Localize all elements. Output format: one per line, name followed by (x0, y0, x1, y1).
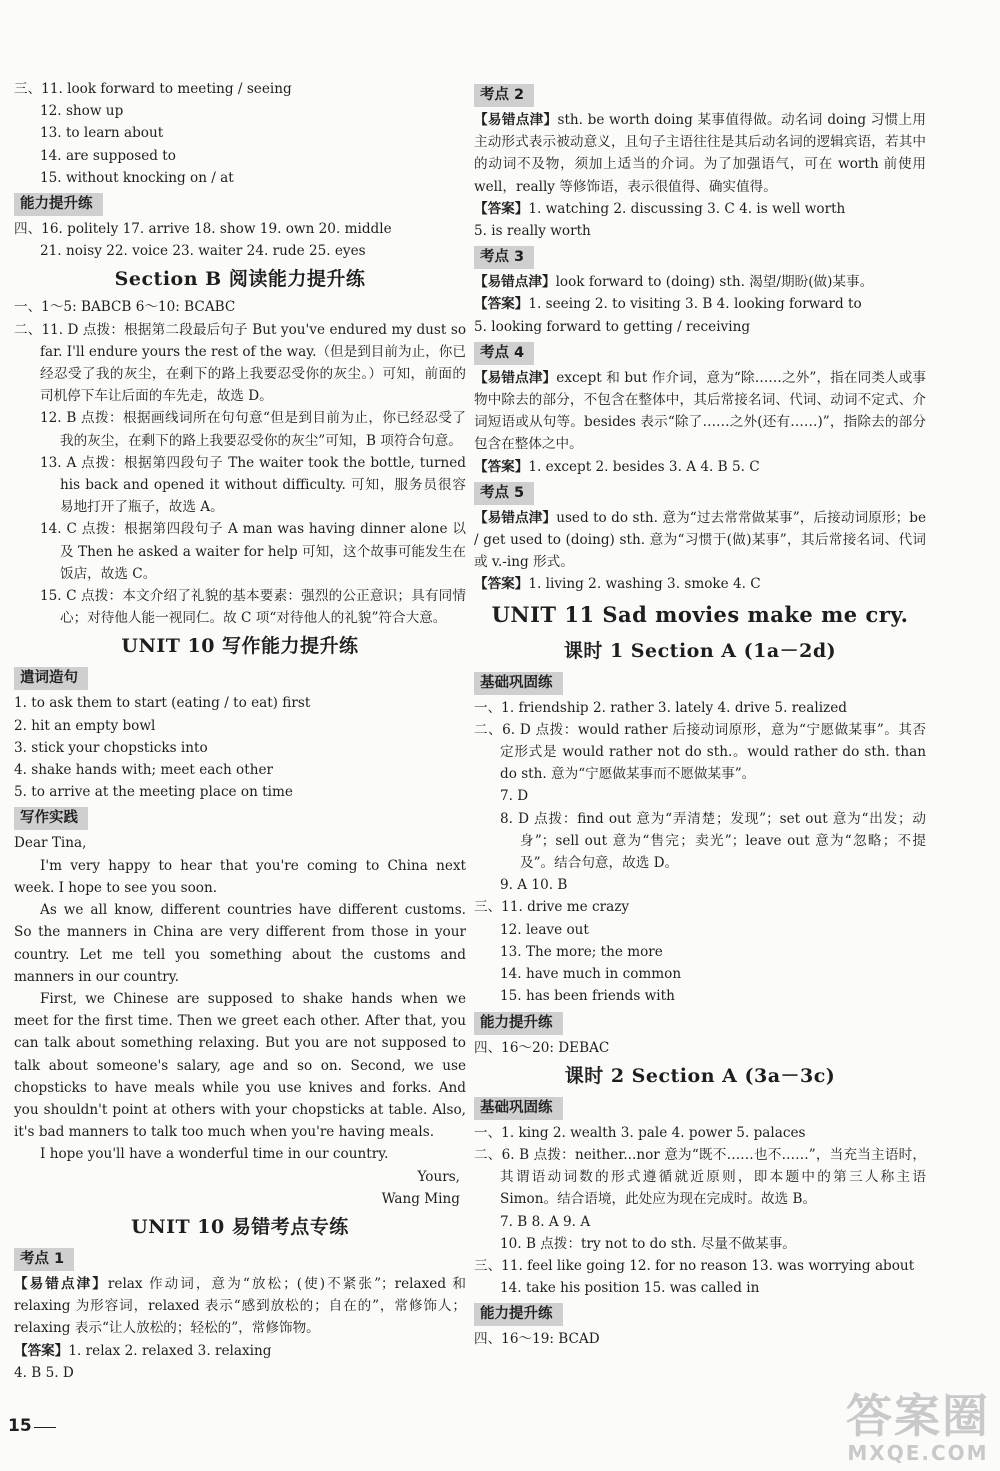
answer-line: 3. stick your chopsticks into (14, 739, 208, 756)
letter-paragraph: As we all know, different countries have different customs. So the manners in China are very different from those in your country. Let me tell you something about the customs and manners in our country. (14, 902, 466, 985)
note-paragraph (474, 507, 926, 574)
answer-line: 9. A 10. B (500, 877, 568, 894)
right-column (474, 78, 926, 1351)
answer-text: 1. watching 2. discussing 3. C 4. is well worth (528, 200, 846, 217)
answer-line: 三、11. drive me crazy (474, 899, 630, 916)
watermark-url: MXQE.COM (847, 1441, 989, 1465)
answer-line: 5. looking forward to getting / receiving (474, 318, 751, 335)
unit-heading: UNIT 10 写作能力提升练 (121, 635, 359, 658)
lesson-heading: 课时 1 Section A (1a－2d) (563, 639, 837, 662)
answer-line: 四、16. politely 17. arrive 18. show 19. own 20. middle (14, 221, 392, 238)
answer-text: 1. except 2. besides 3. A 4. B 5. C (528, 458, 760, 475)
letter-paragraph: I'm very happy to hear that you're coming to China next week. I hope to see you soon. (14, 857, 466, 896)
answer-label: 【答案】 (474, 200, 529, 217)
answer-text: 1. relax 2. relaxed 3. relaxing (68, 1342, 272, 1359)
section-tag-ability: 能力提升练 (14, 193, 103, 216)
explanation: 二、6. D 点拨：would rather 后接动词原形，意为“宁愿做某事”。其否定形式是 would rather not do sth.。would rather do sth. than do sth. 意为“宁愿做某事而不愿做某事”。 (474, 721, 926, 783)
explanation: 12. B 点拨：根据画线词所在句句意“但是到目前为止，你已经忍受了我的灰尘，在剩下的路上我要忍受你的灰尘”可知，B 项符合句意。 (40, 410, 466, 449)
note-label: 【易错点津】 (474, 274, 556, 291)
note-text: sth. be worth doing 某事值得做。动名词 doing 习惯上用主动形式表示被动意义，且句子主语往往是其后动名词的逻辑宾语，若其中的动词不及物，须加上适当的介词。为了加强语气，可在 worth 前使用 well，really 等修饰语，表示很值得、确实值得。 (474, 112, 926, 195)
answer-line: 5. to arrive at the meeting place on time (14, 784, 293, 801)
answer-line: 一、1. friendship 2. rather 3. lately 4. drive 5. realized (474, 699, 847, 716)
section-tag-words: 遣词造句 (14, 667, 88, 690)
section-tag-ability: 能力提升练 (474, 1012, 563, 1035)
section-tag-point2: 考点 2 (474, 84, 534, 107)
explanation: 14. C 点拨：根据第四段句子 A man was having dinner alone 以及 Then he asked a waiter for help 可知，这个故事可能发生在饭店，故选 C。 (40, 521, 466, 582)
answer-label: 【答案】 (14, 1342, 69, 1359)
answer-line (474, 573, 926, 595)
answer-line: 12. show up (40, 103, 124, 120)
lesson-heading: 课时 2 Section A (3a－3c) (564, 1064, 836, 1087)
answer-line (14, 1340, 466, 1362)
unit-heading: UNIT 10 易错考点专练 (131, 1215, 349, 1238)
explanation: 二、6. B 点拨：neither...nor 意为“既不……也不……”，当充当主语时，其谓语动词数的形式遵循就近原则，即本题中的第三人称主语 Simon。结合语境，此处应为现在完成时。故选 B。 (474, 1146, 926, 1208)
note-text: relax 作动词，意为“放松；(使)不紧张”；relaxed 和 relaxing 为形容词，relaxed 表示“感到放松的；自在的”，常修饰人；relaxing 表示“让人放松的；轻松的”，常修饰物。 (14, 1275, 466, 1337)
section-tag-point4: 考点 4 (474, 342, 534, 365)
note-text: look forward to (doing) sth. 渴望/期盼(做)某事。 (555, 274, 874, 291)
answer-line (474, 293, 926, 315)
answer-line: 2. hit an empty bowl (14, 717, 156, 734)
answer-line: 13. to learn about (40, 125, 164, 142)
answer-line: 14. take his position 15. was called in (500, 1280, 760, 1297)
section-tag-basic: 基础巩固练 (474, 1097, 563, 1120)
answer-line: 1. to ask them to start (eating / to eat) first (14, 695, 311, 712)
answer-line: 四、16～20: DEBAC (474, 1039, 610, 1056)
answer-line: 7. D (500, 788, 529, 805)
section-tag-point5: 考点 5 (474, 482, 534, 505)
note-label: 【易错点津】 (14, 1275, 108, 1292)
answer-line: 7. B 8. A 9. A (500, 1213, 591, 1230)
answer-text: 1. living 2. washing 3. smoke 4. C (528, 576, 761, 593)
answer-line: 15. has been friends with (500, 988, 675, 1005)
answer-line: 12. leave out (500, 921, 589, 938)
letter-signature: Wang Ming (381, 1190, 460, 1207)
answer-line: 4. B 5. D (14, 1364, 74, 1381)
answer-line: 一、1. king 2. wealth 3. pale 4. power 5. palaces (474, 1124, 806, 1141)
note-label: 【易错点津】 (474, 369, 557, 386)
answer-label: 【答案】 (474, 576, 529, 593)
answer-line: 一、1～5: BABCB 6～10: BCABC (14, 299, 236, 316)
answer-line (474, 198, 926, 220)
left-column (14, 78, 466, 1384)
letter-closing: Yours, (417, 1168, 460, 1185)
answer-line: 4. shake hands with; meet each other (14, 762, 273, 779)
page-number: 15 (8, 1416, 32, 1436)
answer-line: 三、11. look forward to meeting / seeing (14, 81, 292, 97)
section-tag-ability: 能力提升练 (474, 1303, 563, 1326)
letter-greeting: Dear Tina, (14, 835, 87, 852)
answer-line: 四、16～19: BCAD (474, 1331, 600, 1348)
page-number-rule (34, 1427, 56, 1428)
answer-line: 10. B 点拨：try not to do sth. 尽量不做某事。 (500, 1235, 796, 1252)
section-heading: Section B 阅读能力提升练 (114, 268, 366, 291)
answer-line (474, 456, 926, 478)
section-tag-basic: 基础巩固练 (474, 672, 563, 695)
explanation: 二、11. D 点拨：根据第二段最后句子 But you've endured my dust so far. I'll endure yours the rest of the way.（但是到目前为止，你已经忍受了我的灰尘，在剩下的路上我要忍受你的灰尘。）可知，前面的司机停下车让后面的车先走，故选 D。 (14, 321, 466, 405)
explanation: 13. A 点拨：根据第四段句子 The waiter took the bottle, turned his back and opened it without difficulty. 可知，服务员很容易地打开了瓶子，故选 A。 (40, 454, 466, 516)
section-tag-practice: 写作实践 (14, 807, 88, 830)
answer-line: 三、11. feel like going 12. for no reason 13. was worrying about (474, 1257, 915, 1274)
note-paragraph (474, 109, 926, 198)
note-paragraph (14, 1273, 466, 1340)
answer-label: 【答案】 (474, 296, 529, 313)
explanation: 8. D 点拨：find out 意为“弄清楚；发现”；set out 意为“出发；动身”；sell out 意为“售完；卖光”；leave out 意为“忽略；不提及”。结合句意，故选 D。 (500, 810, 926, 872)
note-paragraph (474, 271, 926, 293)
answer-line: 21. noisy 22. voice 23. waiter 24. rude 25. eyes (40, 243, 366, 260)
note-text: used to do sth. 意为“过去常常做某事”，后接动词原形；be / get used to (doing) sth. 意为“习惯于(做)某事”，其后常接名词、代词或 v.-ing 形式。 (474, 509, 926, 571)
section-tag-point3: 考点 3 (474, 246, 534, 269)
note-label: 【易错点津】 (474, 509, 557, 526)
section-tag-point1: 考点 1 (14, 1248, 74, 1271)
letter-paragraph: I hope you'll have a wonderful time in our country. (40, 1146, 389, 1163)
answer-line: 14. are supposed to (40, 147, 176, 164)
answer-line: 5. is really worth (474, 223, 591, 240)
answer-line: 14. have much in common (500, 966, 682, 983)
unit-heading: UNIT 11 Sad movies make me cry. (491, 601, 909, 627)
watermark-logo: 答案圈 (846, 1389, 990, 1443)
note-text: except 和 but 作介词，意为“除……之外”，指在同类人或事物中除去的部分，不包含在整体中，其后常接名词、代词、动词不定式、介词短语或从句等。besides 表示“除了……之外(还有……)”，指除去的部分包含在整体之中。 (474, 369, 926, 453)
answer-text: 1. seeing 2. to visiting 3. B 4. looking forward to (528, 296, 862, 313)
watermark (846, 1391, 990, 1465)
explanation: 15. C 点拨：本文介绍了礼貌的基本要素：强烈的公正意识；具有同情心；对待他人能一视同仁。故 C 项“对待他人的礼貌”符合大意。 (40, 588, 466, 627)
letter-paragraph: First, we Chinese are supposed to shake hands when we meet for the first time. Then we greet each other. After that, you can talk about something relaxing. But you are not supposed to talk about someone's salary, age and so on. Second, we use chopsticks to have meals while you use knives and forks. And you shouldn't point at others with your chopsticks at table. Also, it's bad manners to talk too much when you're having meals. (14, 990, 466, 1141)
answer-line: 15. without knocking on / at (40, 169, 234, 186)
note-paragraph (474, 367, 926, 456)
note-label: 【易错点津】 (474, 112, 558, 128)
answer-line: 13. The more; the more (500, 943, 663, 960)
answer-label: 【答案】 (474, 458, 529, 475)
